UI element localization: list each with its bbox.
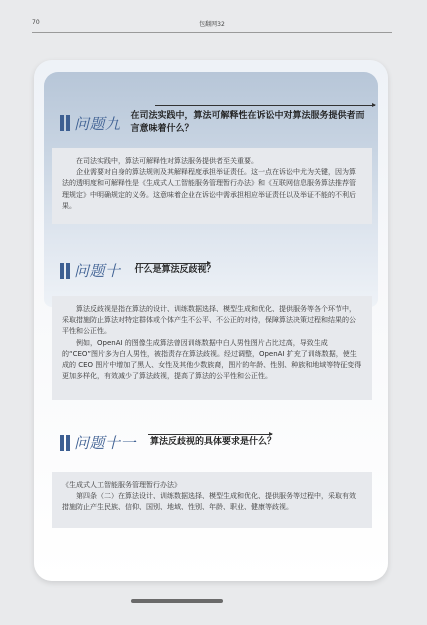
answer-10-paragraph: 例如，OpenAI 的图像生成算法曾因训练数据中白人男性图片占比过高，导致生成的“CEO”图片多为白人男性，被指责存在算法歧视。经过调整，OpenAI 扩充了训练数据，使生成的 CEO 图片中增加了黑人、女性及其他少数族裔，图片的年龄、性别、种族和地域等特征变得更加多样化，有效减少了算法歧视，提高了算法的公平性和公正性。 — [62, 338, 362, 381]
question-11-label: 问题十一 — [74, 434, 137, 452]
question-9-heading — [60, 110, 380, 136]
page-number: 70 — [32, 19, 40, 26]
answer-11-box — [52, 472, 372, 528]
question-11-badge — [60, 432, 136, 453]
answer-10-paragraph: 算法反歧视是指在算法的设计、训练数据选择、模型生成和优化、提供服务等各个环节中，采取措施防止算法对特定群体或个体产生不公平、不公正的对待，保障算法决策过程和结果的公平性和公正性。 — [62, 305, 356, 336]
question-9-badge — [60, 113, 121, 134]
arrow-icon — [155, 105, 375, 106]
question-10-badge — [60, 260, 121, 281]
question-9-title: 在司法实践中，算法可解释性在诉讼中对算法服务提供者而言意味着什么？ — [130, 111, 365, 134]
answer-11-paragraph: 《生成式人工智能服务管理暂行办法》 — [62, 481, 181, 489]
arrow-icon — [148, 434, 272, 435]
page-header — [32, 14, 392, 33]
arrow-icon — [136, 263, 210, 264]
answer-9-paragraph: 在司法实践中，算法可解释性对算法服务提供者至关重要。 — [76, 157, 258, 165]
answer-9-box — [52, 148, 372, 224]
answer-9-paragraph: 企业需要对自身的算法规则及其解释程度承担举证责任。这一点在诉讼中尤为关键，因为算法的透明度和可解释性是《生成式人工智能服务管理暂行办法》和《互联网信息服务算法推荐管理规定》中明确规定的义务。这意味着企业在诉讼中需承担相应举证责任以及举证不能的不利后果。 — [62, 168, 356, 210]
running-title: 包翻网32 — [199, 21, 225, 28]
question-11-heading — [60, 432, 276, 453]
question-10-label: 问题十 — [74, 262, 121, 280]
question-9-label: 问题九 — [74, 114, 121, 133]
home-indicator[interactable] — [131, 599, 223, 603]
answer-11-paragraph: 第四条（二）在算法设计、训练数据选择、模型生成和优化、提供服务等过程中，采取有效措施防止产生民族、信仰、国别、地域、性别、年龄、职业、健康等歧视。 — [62, 492, 356, 512]
bars-icon — [60, 263, 70, 279]
answer-10-box — [52, 296, 372, 400]
question-10-title: 什么是算法反歧视？ — [134, 265, 216, 275]
bars-icon — [60, 115, 70, 131]
question-11-title: 算法反歧视的具体要求是什么？ — [150, 437, 277, 447]
bars-icon — [60, 435, 70, 451]
